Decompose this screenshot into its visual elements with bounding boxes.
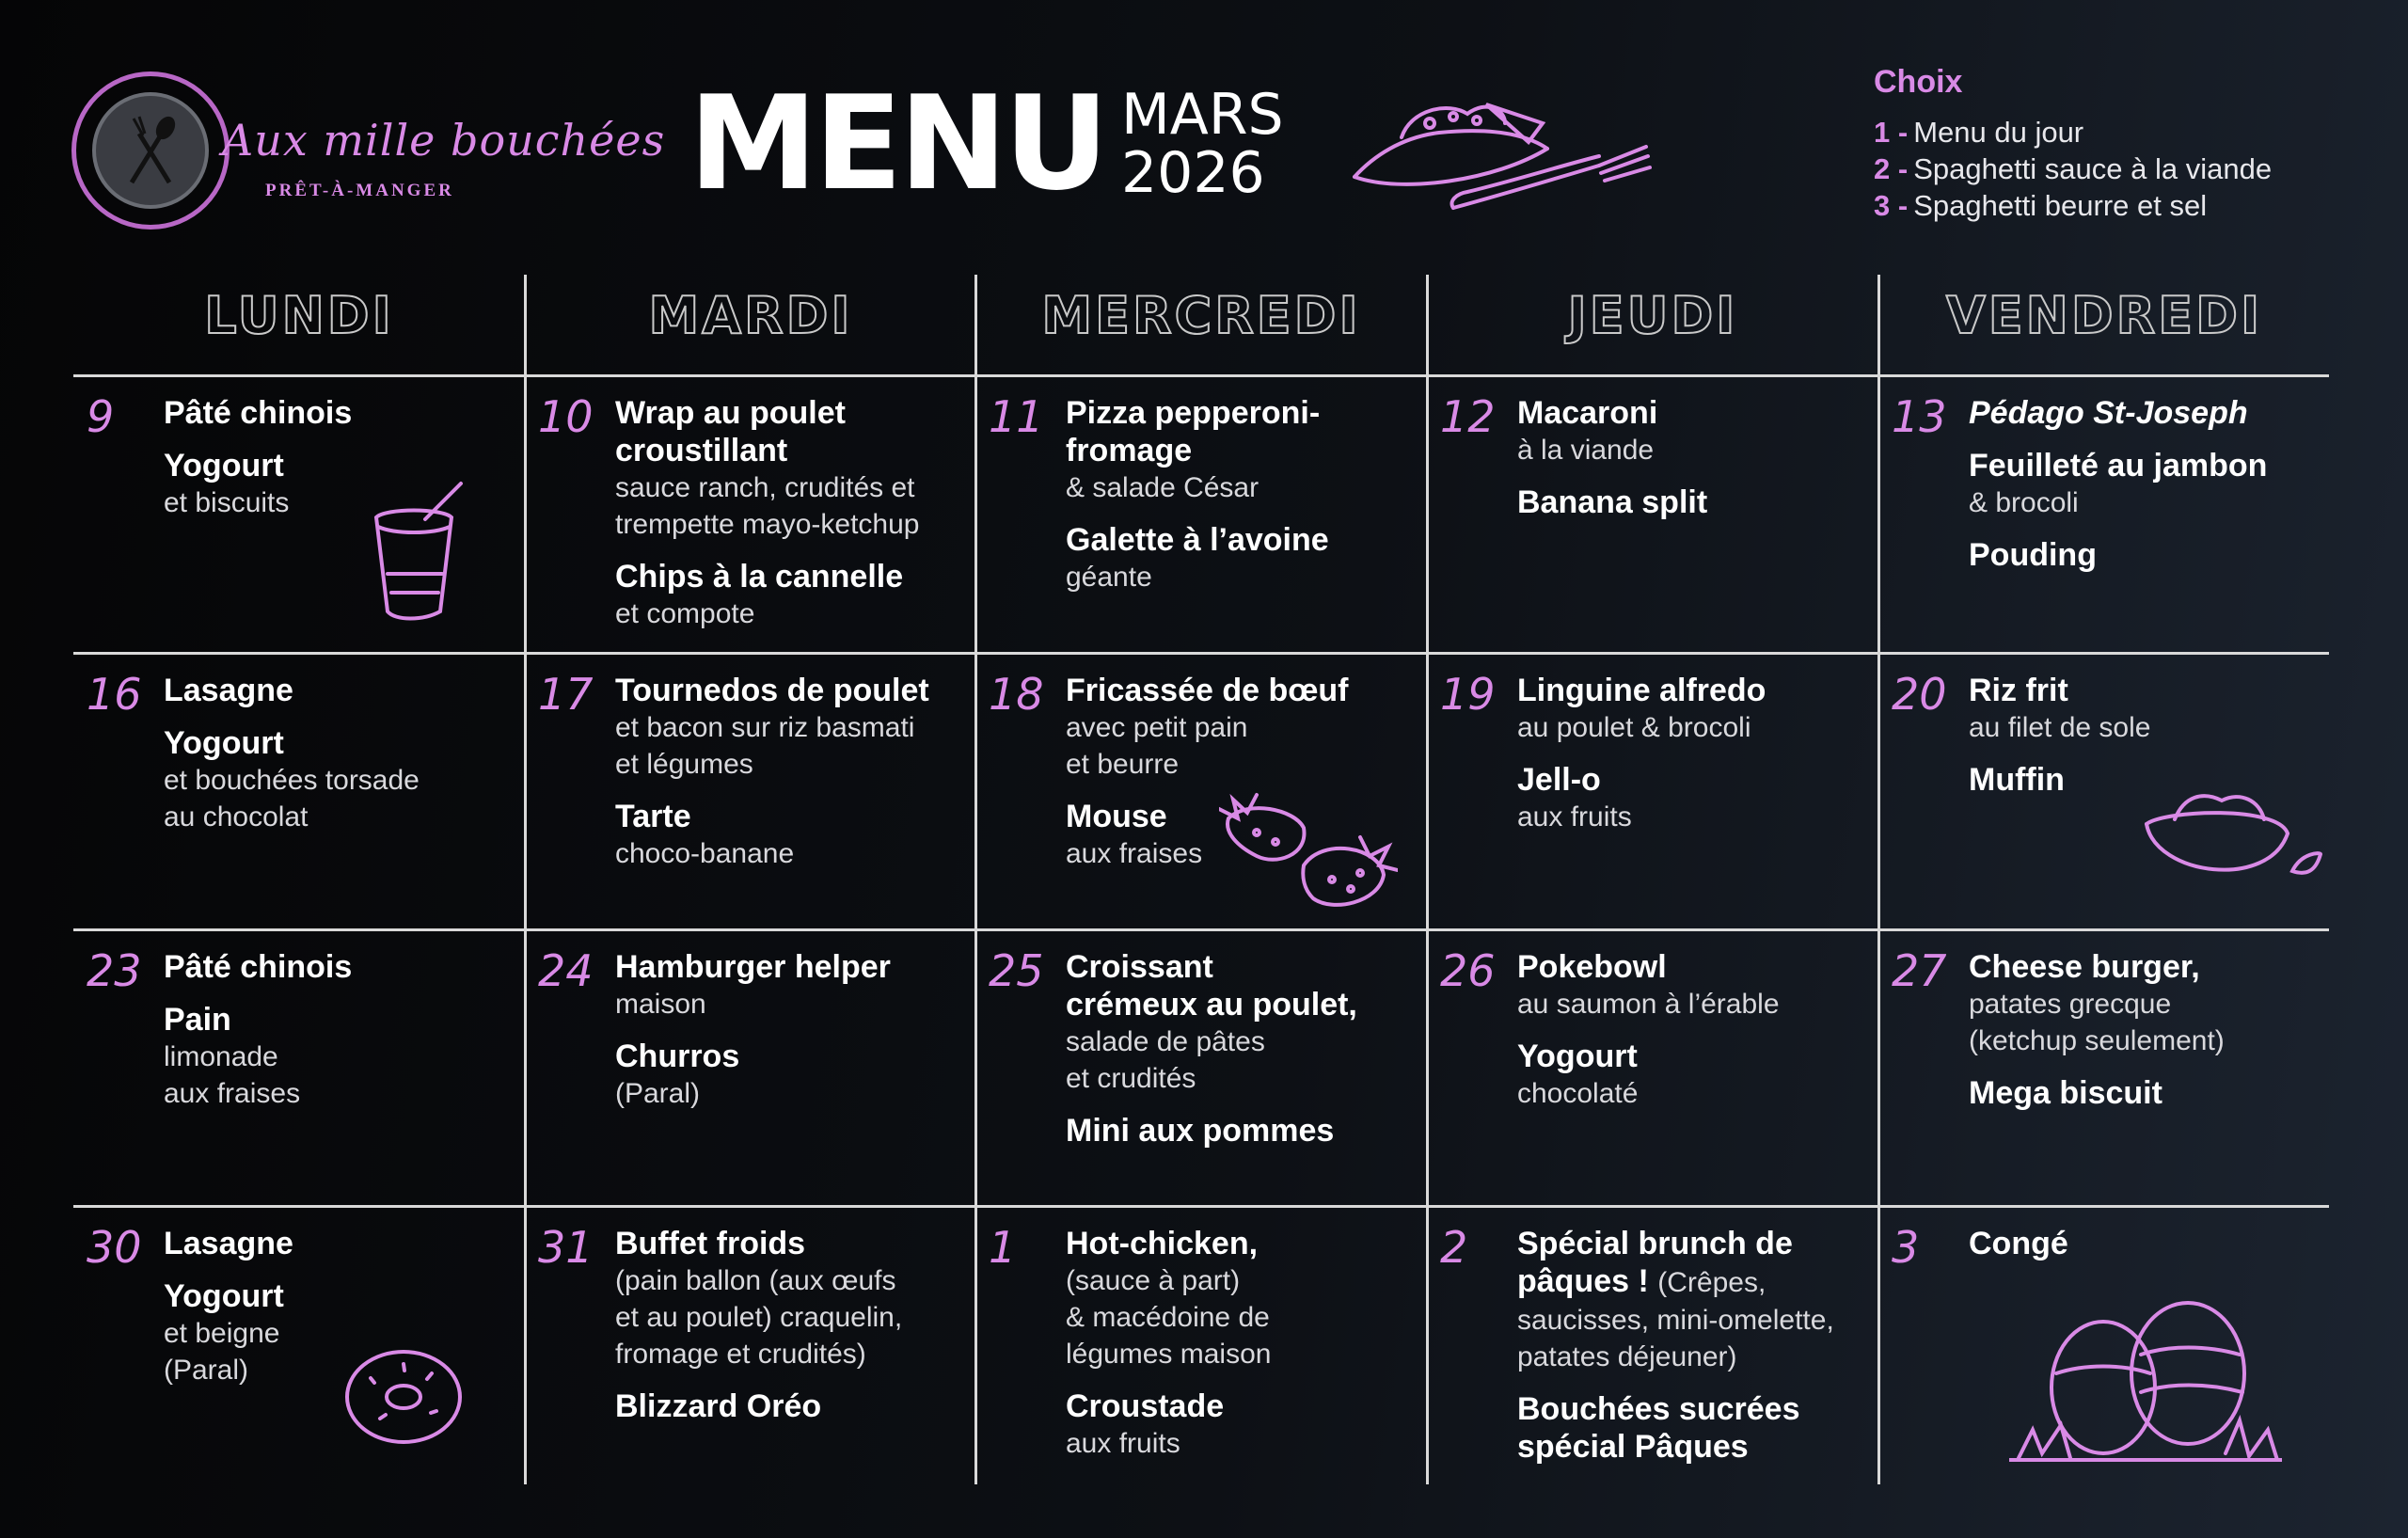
choice-item (1874, 151, 2400, 187)
day-number: 24 (538, 945, 594, 996)
dish-name: Pokebowl (1517, 949, 1667, 985)
menu-items (1517, 394, 1877, 521)
choice-item (1874, 114, 2400, 151)
menu-cell (1427, 1208, 1878, 1481)
dish-detail: et au poulet) craquelin, (615, 1302, 903, 1333)
day-number: 31 (538, 1222, 594, 1273)
dish-name: Tournedos de poulet (615, 673, 929, 708)
menu-items (615, 948, 974, 1112)
dish-detail: (ketchup seulement) (1969, 1025, 2225, 1056)
menu-cell (1427, 931, 1878, 1204)
choice-number: 1 - (1874, 116, 1909, 149)
menu-items (615, 672, 974, 872)
dish-detail: patates déjeuner) (1517, 1341, 1737, 1372)
menu-items (1969, 1225, 2328, 1262)
dish-name: crémeux au poulet, (1066, 987, 1357, 1023)
page-title: MENU (689, 68, 1106, 219)
menu-cell (1878, 377, 2330, 650)
dish-name: Mini aux pommes (1066, 1113, 1335, 1149)
dish-detail: saucisses, mini-omelette, (1517, 1305, 1834, 1336)
dish-name: Mouse (1066, 799, 1167, 834)
dish-name: Chips à la cannelle (615, 559, 904, 595)
menu-items (164, 672, 523, 835)
dish-detail: aux fruits (1066, 1428, 1180, 1459)
menu-cell (525, 377, 976, 650)
menu-year: 2026 (1121, 140, 1265, 206)
dish-detail: & macédoine de (1066, 1302, 1270, 1333)
dish-detail: aux fruits (1517, 801, 1632, 832)
dish-detail: & brocoli (1969, 487, 2079, 518)
dish-name: Feuilleté au jambon (1969, 448, 2268, 484)
menu-items (615, 394, 974, 632)
menu-cell (73, 655, 525, 928)
plate-fork-spoon-icon (92, 92, 209, 209)
dish-detail: au filet de sole (1969, 712, 2151, 743)
dish-detail: maison (615, 989, 706, 1020)
dish-detail: (pain ballon (aux œufs (615, 1265, 896, 1296)
dish-detail: & salade César (1066, 472, 1259, 503)
day-number: 20 (1892, 669, 1947, 720)
dish-name: Bouchées sucrées (1517, 1391, 1800, 1427)
brand-tagline: PRÊT-À-MANGER (265, 181, 454, 200)
dish-detail: (Paral) (615, 1078, 701, 1109)
day-number: 3 (1892, 1222, 1920, 1273)
menu-cell (1878, 931, 2330, 1204)
menu-cell (1427, 655, 1878, 928)
dish-name: Banana split (1517, 484, 1708, 520)
day-number: 25 (989, 945, 1044, 996)
yogurt-cup-icon (367, 480, 470, 621)
dish-detail: et beigne (164, 1318, 280, 1349)
easter-eggs-icon (2009, 1298, 2282, 1467)
day-header-mercredi: MERCREDI (1041, 286, 1361, 345)
dish-detail: à la viande (1517, 435, 1655, 466)
dish-name: Hamburger helper (615, 949, 891, 985)
choice-label: Spaghetti sauce à la viande (1913, 152, 2273, 185)
day-number: 19 (1440, 669, 1496, 720)
dish-detail: limonade (164, 1041, 278, 1072)
day-number: 30 (87, 1222, 142, 1273)
dish-name: Pizza pepperoni- (1066, 395, 1321, 431)
choice-item (1874, 187, 2400, 224)
dish-name: Galette à l’avoine (1066, 522, 1329, 558)
dish-name: Pâté chinois (164, 949, 353, 985)
day-note: Pédago St-Joseph (1969, 395, 2248, 431)
day-number: 9 (87, 391, 115, 442)
dish-name: Hot-chicken, (1066, 1226, 1259, 1261)
dish-detail: géante (1066, 562, 1152, 593)
menu-cell (73, 931, 525, 1204)
menu-items (1969, 672, 2328, 799)
menu-items (615, 1225, 974, 1425)
menu-items (1517, 672, 1877, 835)
dish-name: Churros (615, 1039, 740, 1074)
dish-detail: trempette mayo-ketchup (615, 509, 920, 540)
menu-items (1517, 1225, 1877, 1466)
dish-name: Fricassée de bœuf (1066, 673, 1349, 708)
day-header-mardi: MARDI (648, 286, 853, 345)
dish-detail: avec petit pain (1066, 712, 1248, 743)
day-number: 18 (989, 669, 1044, 720)
dish-name: Wrap au poulet (615, 395, 846, 431)
choice-number: 2 - (1874, 152, 1909, 185)
menu-items (1066, 1225, 1425, 1462)
dish-detail: au chocolat (164, 801, 309, 832)
dish-name: Buffet froids (615, 1226, 806, 1261)
dish-name: Jell-o (1517, 762, 1601, 798)
dish-detail: choco-banane (615, 838, 795, 869)
dish-detail: et bacon sur riz basmati (615, 712, 915, 743)
dish-name (1517, 1262, 1877, 1302)
menu-cell (525, 1208, 976, 1481)
dish-name: Muffin (1969, 762, 2065, 798)
day-number: 11 (989, 391, 1044, 442)
rice-bowl-icon (2137, 786, 2325, 890)
dish-name: Mega biscuit (1969, 1075, 2162, 1111)
day-number: 26 (1440, 945, 1496, 996)
dish-detail: aux fraises (164, 1078, 301, 1109)
dish-name: Tarte (615, 799, 691, 834)
menu-cell (525, 931, 976, 1204)
dish-name: Yogourt (164, 448, 284, 484)
dish-detail: aux fraises (1066, 838, 1203, 869)
dish-name: Macaroni (1517, 395, 1658, 431)
dish-name-part: pâques ! (1517, 1263, 1658, 1299)
dish-name: Yogourt (164, 1278, 284, 1314)
dish-detail: et légumes (615, 749, 753, 780)
day-number: 10 (538, 391, 594, 442)
day-header-jeudi: JEUDI (1567, 286, 1738, 345)
choice-label: Spaghetti beurre et sel (1913, 189, 2208, 222)
menu-cell (975, 377, 1427, 650)
dish-name: Spécial brunch de (1517, 1226, 1793, 1261)
dish-detail: salade de pâtes (1066, 1026, 1265, 1057)
dish-name: Lasagne (164, 673, 293, 708)
menu-items (1517, 948, 1877, 1112)
dish-name: Yogourt (164, 725, 284, 761)
menu-items (1066, 394, 1425, 595)
dish-name: Pain (164, 1002, 231, 1038)
dish-name: spécial Pâques (1517, 1429, 1749, 1465)
dish-name: Cheese burger, (1969, 949, 2200, 985)
day-number: 13 (1892, 391, 1947, 442)
dish-fork-icon (1345, 90, 1656, 217)
day-number: 17 (538, 669, 594, 720)
menu-cell (525, 655, 976, 928)
day-number: 27 (1892, 945, 1947, 996)
dish-name: croustillant (615, 433, 788, 468)
dish-detail: fromage et crudités) (615, 1339, 866, 1370)
day-number: 23 (87, 945, 142, 996)
choices-legend (1874, 64, 2400, 224)
day-header-vendredi: VENDREDI (1945, 286, 2263, 345)
menu-items (164, 948, 523, 1112)
brand-script-name: Aux mille bouchées (222, 115, 666, 166)
dish-detail: et beurre (1066, 749, 1180, 780)
dish-name: Riz frit (1969, 673, 2068, 708)
dish-name: Blizzard Oréo (615, 1388, 822, 1424)
day-header-lundi: LUNDI (204, 286, 394, 345)
dish-detail: et biscuits (164, 487, 290, 518)
day-number: 12 (1440, 391, 1496, 442)
dish-name: Croustade (1066, 1388, 1225, 1424)
dish-detail: (Crêpes, (1657, 1267, 1766, 1298)
choices-title: Choix (1874, 64, 1963, 100)
menu-items (1066, 948, 1425, 1150)
dish-detail: au poulet & brocoli (1517, 712, 1751, 743)
menu-cell (975, 931, 1427, 1204)
dish-detail: chocolaté (1517, 1078, 1639, 1109)
dish-detail: sauce ranch, crudités et (615, 472, 915, 503)
dish-name: Pâté chinois (164, 395, 353, 431)
dish-name: Lasagne (164, 1226, 293, 1261)
dish-name: Pouding (1969, 537, 2097, 573)
dish-detail: et bouchées torsade (164, 765, 420, 796)
dish-detail: (Paral) (164, 1355, 249, 1386)
day-number: 16 (87, 669, 142, 720)
dish-detail: au saumon à l’érable (1517, 989, 1780, 1020)
dish-name: Linguine alfredo (1517, 673, 1766, 708)
dish-detail: et compote (615, 598, 755, 629)
menu-items (1969, 394, 2328, 574)
dish-detail: patates grecque (1969, 989, 2172, 1020)
choice-label: Menu du jour (1913, 116, 2084, 149)
dish-detail: légumes maison (1066, 1339, 1272, 1370)
dish-name: Croissant (1066, 949, 1213, 985)
brand-logo (71, 71, 666, 231)
menu-items (1969, 948, 2328, 1112)
day-number: 1 (989, 1222, 1017, 1273)
dish-name: Yogourt (1517, 1039, 1638, 1074)
donut-icon (342, 1345, 465, 1449)
dish-name: fromage (1066, 433, 1193, 468)
strawberries-icon (1219, 790, 1398, 912)
menu-month: MARS (1121, 82, 1284, 148)
menu-cell (975, 1208, 1427, 1481)
menu-cell (1427, 377, 1878, 650)
dish-detail: et crudités (1066, 1063, 1196, 1094)
dish-name: Congé (1969, 1226, 2068, 1261)
choice-number: 3 - (1874, 189, 1909, 222)
day-number: 2 (1440, 1222, 1468, 1273)
dish-detail: (sauce à part) (1066, 1265, 1241, 1296)
